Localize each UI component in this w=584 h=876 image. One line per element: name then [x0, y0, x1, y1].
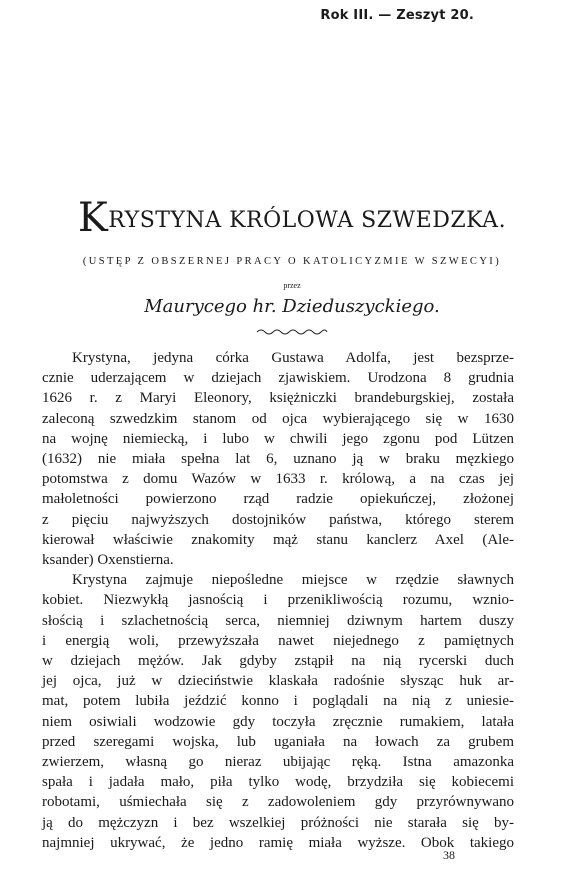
- byline-prefix: przez: [283, 281, 301, 290]
- text-line: małoletności powierzono rząd radzie opiekuńczej, złożonej: [42, 491, 514, 508]
- text-line: niem osiwiali wodzowie gdy toczyła zręcznie rumakiem, latała: [42, 713, 514, 730]
- author-name: Maurycego hr. Dzieduszyckiego.: [144, 296, 440, 317]
- text-line: ją do mężczyzn i bez wszelkiej próżności nie starała się by-: [42, 814, 514, 831]
- text-line: Krystyna zajmuje niepośledne miejsce w rzędzie sławnych: [72, 572, 514, 589]
- text-line: 1626 r. z Maryi Eleonory, księżniczki brandeburgskiej, została: [42, 390, 514, 407]
- title-rest: RYSTYNA KRÓLOWA SZWEDZKA.: [108, 208, 507, 233]
- article-subtitle: (USTĘP Z OBSZERNEJ PRACY O KATOLICYZMIE W SZWECYI): [82, 256, 502, 267]
- text-line: (1632) nie miała spełna lat 6, uznano ją w braku męzkiego: [42, 451, 514, 468]
- text-line: słością i szlachetnością serca, niemniej dziwnym hartem duszy: [42, 612, 514, 629]
- text-line: i energią woli, przewyższała nawet niejednego z pamiętnych: [42, 632, 514, 649]
- issue-header: Rok III. — Zeszyt 20.: [320, 8, 474, 23]
- text-line: na wojnę niemiecką, i lubo w chwili jego zgonu pod Lützen: [42, 430, 514, 447]
- text-line: ksander) Oxenstierna.: [42, 552, 174, 569]
- article-body: [42, 348, 514, 853]
- text-line: spała i jadała mało, piła tylko wodę, brzydziła się kobiecemi: [42, 774, 514, 791]
- text-line: jej ojca, już w dzieciństwie klaskała radośnie słysząc huk ar-: [42, 673, 514, 690]
- text-line: cznie uderzającem w dziejach zjawiskiem. Urodzona 8 grudnia: [42, 370, 514, 387]
- text-line: zaleconą szwedzkim stanom od ojca wybierającego się w 1630: [42, 410, 514, 427]
- paragraph-1: [42, 348, 514, 570]
- text-line: przed szeregami wojska, lub uganiała na łowach za grubem: [42, 733, 514, 750]
- text-line: z pięciu najwyższych dostojników państwa, którego sterem: [42, 511, 514, 528]
- text-line: potomstwa z domu Wazów w 1633 r. królową, a na czas jej: [42, 471, 514, 488]
- text-line: kierował właściwie znakomity mąż stanu kanclerz Axel (Ale-: [42, 531, 514, 548]
- text-line: Krystyna, jedyna córka Gustawa Adolfa, jest bezsprze-: [72, 350, 514, 366]
- text-line: najmniej ukrywać, że jedno ramię miała wyższe. Obok takiego: [42, 834, 514, 851]
- article-title: [0, 195, 584, 241]
- paragraph-2: [42, 570, 514, 853]
- wavy-divider-icon: [255, 328, 329, 336]
- text-line: kobiet. Niezwykłą jasnością i przenikliwością rozumu, wznio-: [42, 592, 514, 609]
- text-line: w dziejach mężów. Jak gdyby zstąpił na nią rycerski duch: [42, 653, 514, 670]
- text-line: zwierzem, własną go nieraz ubijając ręką. Istna amazonka: [42, 754, 514, 771]
- title-initial: K: [77, 195, 109, 241]
- text-line: robotami, uśmiechała się z zadowoleniem gdy przyrównywano: [42, 794, 514, 811]
- text-line: mat, potem lubiła jeździć konno i poglądali na nią z uniesie-: [42, 693, 514, 710]
- page-number: 38: [443, 848, 455, 862]
